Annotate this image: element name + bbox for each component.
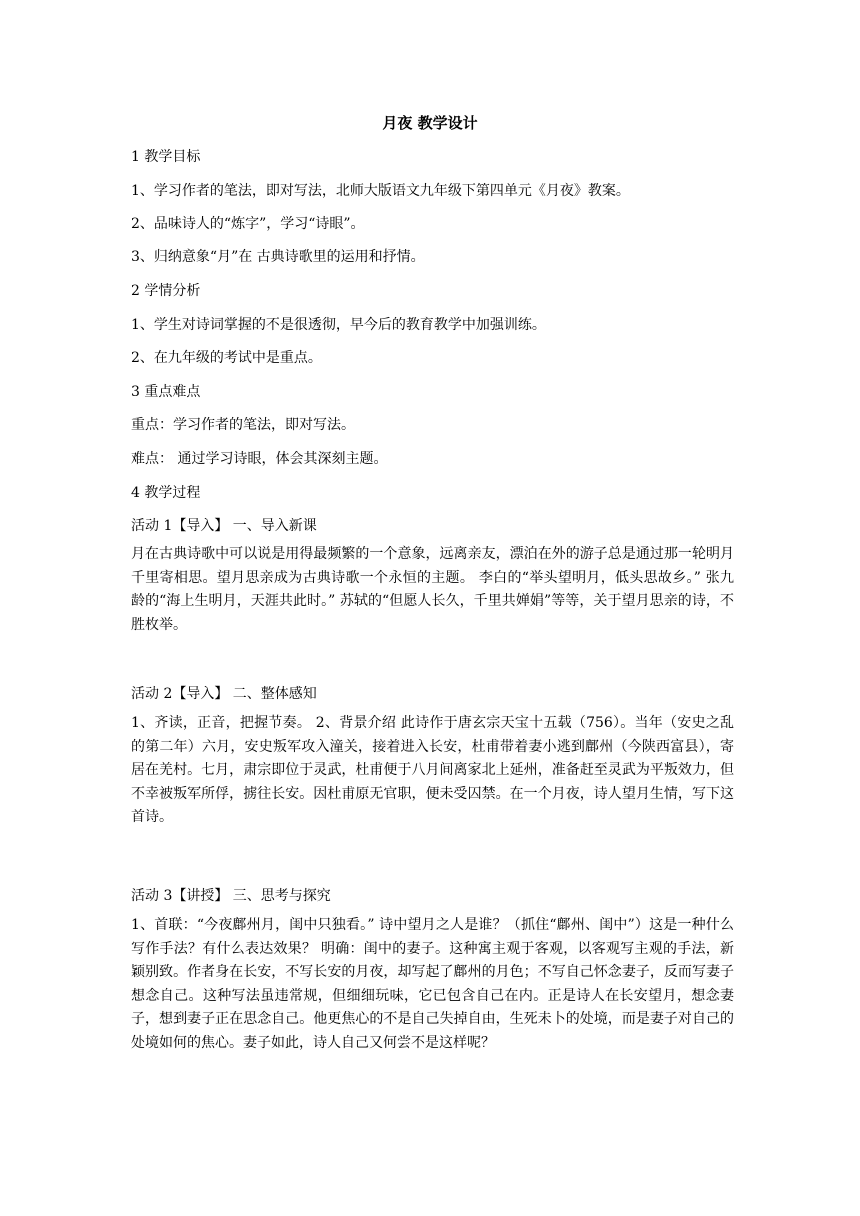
section-heading-goals: 1 教学目标 <box>131 149 201 165</box>
section-heading-key-points: 3 重点难点 <box>131 384 201 400</box>
goal-item-2: 2、品味诗人的“炼字”，学习“诗眼”。 <box>131 216 365 232</box>
activity-3-heading: 活动 3【讲授】 三、思考与探究 <box>131 888 331 904</box>
activity-2-heading: 活动 2【导入】 二、整体感知 <box>131 686 317 702</box>
background-paragraph: 1、齐读，正音，把握节奏。 2、背景介绍 此诗作于唐玄宗天宝十五载（756）。当年（安史之乱的第二年）六月，安史叛军攻入潼关，接着进入长安，杜甫带着妻小逃到鄜州（今陕西富县），寄居在羌村。七月，肃宗即位于灵武，杜甫便于八月间离家北上延州，准备赶至灵武为平叛效力，但不幸被叛军所俘，掳往长安。因杜甫原无官职，便未受囚禁。在一个月夜，诗人望月生情，写下这首诗。 <box>131 715 734 826</box>
section-heading-analysis: 2 学情分析 <box>131 283 201 299</box>
section-heading-process: 4 教学过程 <box>131 485 201 501</box>
key-point: 重点：学习作者的笔法，即对写法。 <box>131 417 355 433</box>
goal-item-3: 3、归纳意象“月”在 古典诗歌里的运用和抒情。 <box>131 249 425 265</box>
difficult-point: 难点： 通过学习诗眼，体会其深刻主题。 <box>131 451 388 467</box>
document-title: 月夜 教学设计 <box>382 114 478 132</box>
intro-paragraph: 月在古典诗歌中可以说是用得最频繁的一个意象，远离亲友，漂泊在外的游子总是通过那一轮明月千里寄相思。望月思亲成为古典诗歌一个永恒的主题。 李白的“举头望明月，低头思故乡。” 张九龄的“海上生明月，天涯共此时。” 苏轼的“但愿人长久，千里共婵娟”等等，关于望月思亲的诗，不胜枚举。 <box>131 546 734 633</box>
goal-item-1: 1、学习作者的笔法，即对写法，北师大版语文九年级下第四单元《月夜》教案。 <box>131 183 630 199</box>
analysis-paragraph: 1、首联：“今夜鄜州月，闺中只独看。” 诗中望月之人是谁？（抓住“鄜州、闺中”）这是一种什么写作手法？有什么表达效果？ 明确：闺中的妻子。这种寓主观于客观，以客观写主观的手法，新颖别致。作者身在长安，不写长安的月夜，却写起了鄜州的月色；不写自己怀念妻子，反而写妻子想念自己。这种写法虽违常规，但细细玩味，它已包含自己在内。正是诗人在长安望月，想念妻子，想到妻子正在思念自己。他更焦心的不是自己失掉自由，生死未卜的处境，而是妻子对自己的处境如何的焦心。妻子如此，诗人自己又何尝不是这样呢？ <box>131 917 734 1051</box>
analysis-item-2: 2、在九年级的考试中是重点。 <box>131 350 322 366</box>
activity-1-heading: 活动 1【导入】 一、导入新课 <box>131 518 317 534</box>
analysis-item-1: 1、学生对诗词掌握的不是很透彻，早今后的教育教学中加强训练。 <box>131 317 546 333</box>
